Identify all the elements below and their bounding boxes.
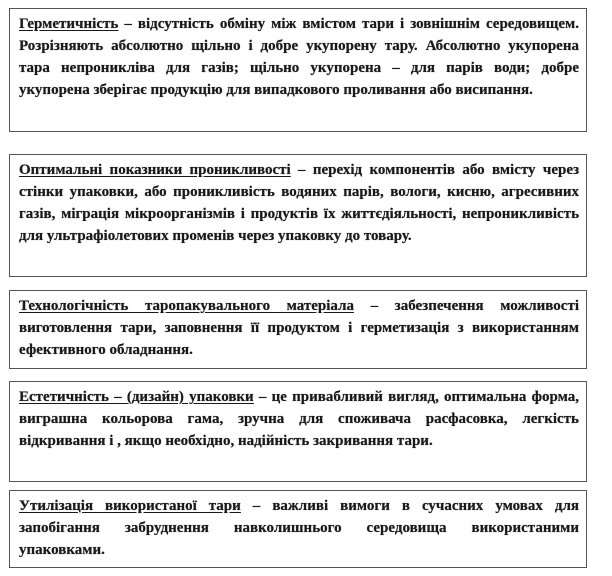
definition-term: Естетичність – (дизайн) упаковки: [19, 389, 254, 405]
definition-box-hermeticity: [9, 8, 587, 132]
definition-separator: –: [290, 162, 313, 178]
definition-separator: –: [118, 16, 138, 32]
definition-box-utilization: [9, 490, 587, 568]
definition-separator: –: [253, 389, 272, 405]
definition-paragraph: [19, 159, 579, 247]
definition-paragraph: [19, 295, 579, 361]
definition-text: забезпечення можливості виготовлення тари, заповнення її продуктом і герметизація з використанням ефективного обладнання.: [19, 298, 579, 358]
definition-separator: –: [353, 298, 395, 314]
definition-box-aesthetics: [9, 381, 587, 482]
definition-box-manufacturability: [9, 290, 587, 369]
definition-paragraph: [19, 13, 579, 101]
definition-separator: –: [240, 498, 273, 514]
definition-term: Оптимальні показники проникливості: [19, 162, 291, 178]
definition-paragraph: [19, 495, 579, 561]
definition-text: це привабливий вигляд, оптимальна форма, виграшна кольорова гама, зручна для споживача расфасовка, легкість відкривання і , якщо необхідно, надійність закривання тари.: [19, 389, 580, 449]
definition-term: Герметичність: [19, 16, 119, 32]
definition-text: відсутність обміну між вмістом тари і зовнішнім середовищем. Розрізняють абсолютно щільно і добре укупорену тару. Абсолютно укупорена тара непроникліва для газів; щільно укупорена – для парів води; добре укупорена зберігає продукцію для випадкового проливання або висипання.: [19, 16, 579, 98]
definition-term: Технологічність таропакувального матеріала: [19, 298, 354, 314]
definition-text: важливі вимоги в сучасних умовах для запобігання забруднення навколишнього середовища використаними упаковками.: [19, 498, 579, 558]
definition-paragraph: [19, 386, 579, 452]
definition-box-permeability: [9, 154, 587, 277]
definition-term: Утилізація використаної тари: [19, 498, 241, 514]
definition-text: перехід компонентів або вмісту через стінки упаковки, або проникливість водяних парів, вологи, кисню, агресивних газів, міграція мікроорганізмів і продуктів їх життєдіяльності, непроникливість для ультрафіолетових променів через упаковку до товару.: [19, 162, 580, 244]
